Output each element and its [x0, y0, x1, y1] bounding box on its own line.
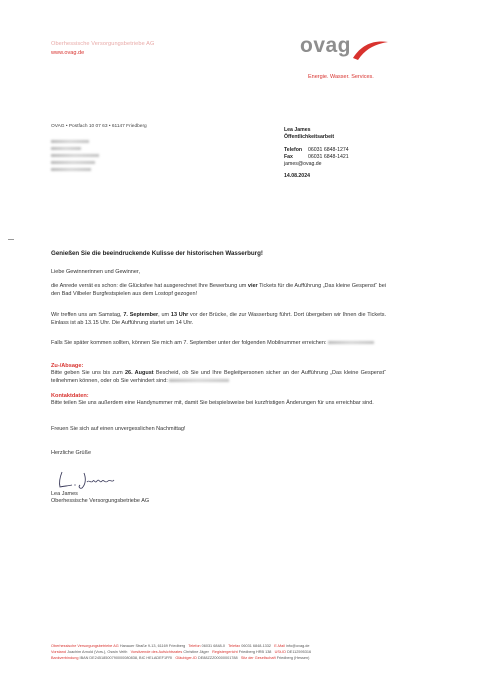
heading-contact: Kontaktdaten:: [51, 393, 89, 399]
paragraph-late: Falls Sie später kommen sollten, können Sie mich am 7. September unter der folgenden Mobilnummer erreichen:: [51, 340, 386, 348]
signature-handwriting: [56, 468, 118, 492]
contact-name: Lea James: [284, 127, 311, 133]
logo-tagline: Energie. Wasser. Services.: [308, 74, 374, 80]
signer-name: Lea James: [51, 491, 78, 497]
signer-block: [51, 491, 386, 505]
redacted-contact: [169, 379, 229, 382]
footer-line-2: Vorstand Joachim Arnold (Vors.), Oswin Veith Vorsitzende des Aufsichtsrates Christine Jäger Registergericht Friedberg HRB 138 USt-ID DE112595316: [51, 650, 312, 654]
redacted-line: [51, 147, 81, 150]
contact-phone: Telefon 06031 6848-1274: [284, 146, 349, 153]
letter-subject: Genießen Sie die beeindruckende Kulisse der historischen Wasserburg!: [51, 250, 263, 257]
contact-email[interactable]: james@ovag.de: [284, 161, 322, 168]
recipient-address-redacted: [51, 140, 111, 175]
heading-rsvp: Zu-/Absage:: [51, 363, 84, 369]
redacted-phone: [328, 341, 374, 344]
redacted-line: [51, 154, 99, 157]
logo-wordmark: ovag: [300, 34, 352, 57]
redacted-line: [51, 168, 91, 171]
paragraph-enjoy: Freuen Sie sich auf einen unvergesslichen Nachmittag!: [51, 426, 186, 432]
contact-block: [284, 127, 349, 181]
company-name-header: Oberhessische Versorgungsbetriebe AG: [51, 41, 155, 47]
ovag-logo: [300, 34, 392, 80]
paragraph-contact: Bitte teilen Sie uns außerdem eine Handynummer mit, damit Sie beispielsweise bei kurzfristigen Änderungen für uns erreichbar sind.: [51, 400, 374, 406]
footer-line-1: Oberhessische Versorgungsbetriebe AG Hanauer Straße 9-13, 61169 Friedberg Telefon 06031 6848-0 Telefax 06031 6848-1332 E-Mail info@ovag.de: [51, 644, 310, 648]
salutation: Liebe Gewinnerinnen und Gewinner,: [51, 269, 140, 275]
paragraph-rsvp: Bitte geben Sie uns bis zum 26. August Bescheid, ob Sie und Ihre Begleitpersonen sicher an der Aufführung „Das kleine Gespenst“ teilnehmen können, oder ob Sie verhindert sind:: [51, 370, 386, 384]
sender-address-line: OVAG • Postfach 10 07 63 • 61147 Friedberg: [51, 124, 147, 129]
redacted-line: [51, 161, 95, 164]
contact-department: Öffentlichkeitsarbeit: [284, 134, 335, 141]
footer-line-3: Bankverbindung IBAN DE24518500790000080838, BIC HELADEF1FRI Gläubiger-ID DE88ZZZ00000001788 Sitz der Gesellschaft Friedberg (Hessen): [51, 656, 310, 660]
contact-fax: Fax 06031 6848-1421: [284, 153, 349, 160]
paragraph-win: die Anrede verrät es schon: die Glücksfee hat ausgerechnet Ihre Bewerbung um vier Tickets für die Aufführung „Das kleine Gespenst“ bei den Bad Vilbeler Burgfestspielen aus dem Lostopf gezogen!: [51, 283, 387, 297]
company-website[interactable]: www.ovag.de: [51, 50, 85, 56]
fold-mark: [8, 239, 14, 240]
signer-company: Oberhessische Versorgungsbetriebe AG: [51, 498, 150, 505]
closing: Herzliche Grüße: [51, 450, 92, 456]
redacted-line: [51, 140, 89, 143]
logo-swoosh-icon: [350, 38, 390, 64]
paragraph-meeting: Wir treffen uns am Samstag, 7. September, um 13 Uhr vor der Brücke, die zur Wasserburg führt. Dort übergeben wir Ihnen die Tickets. Einlass ist ab 13.15 Uhr. Die Aufführung startet um 14 Uhr.: [51, 312, 387, 326]
letter-date: 14.08.2024: [284, 173, 310, 180]
signature: [56, 468, 116, 492]
